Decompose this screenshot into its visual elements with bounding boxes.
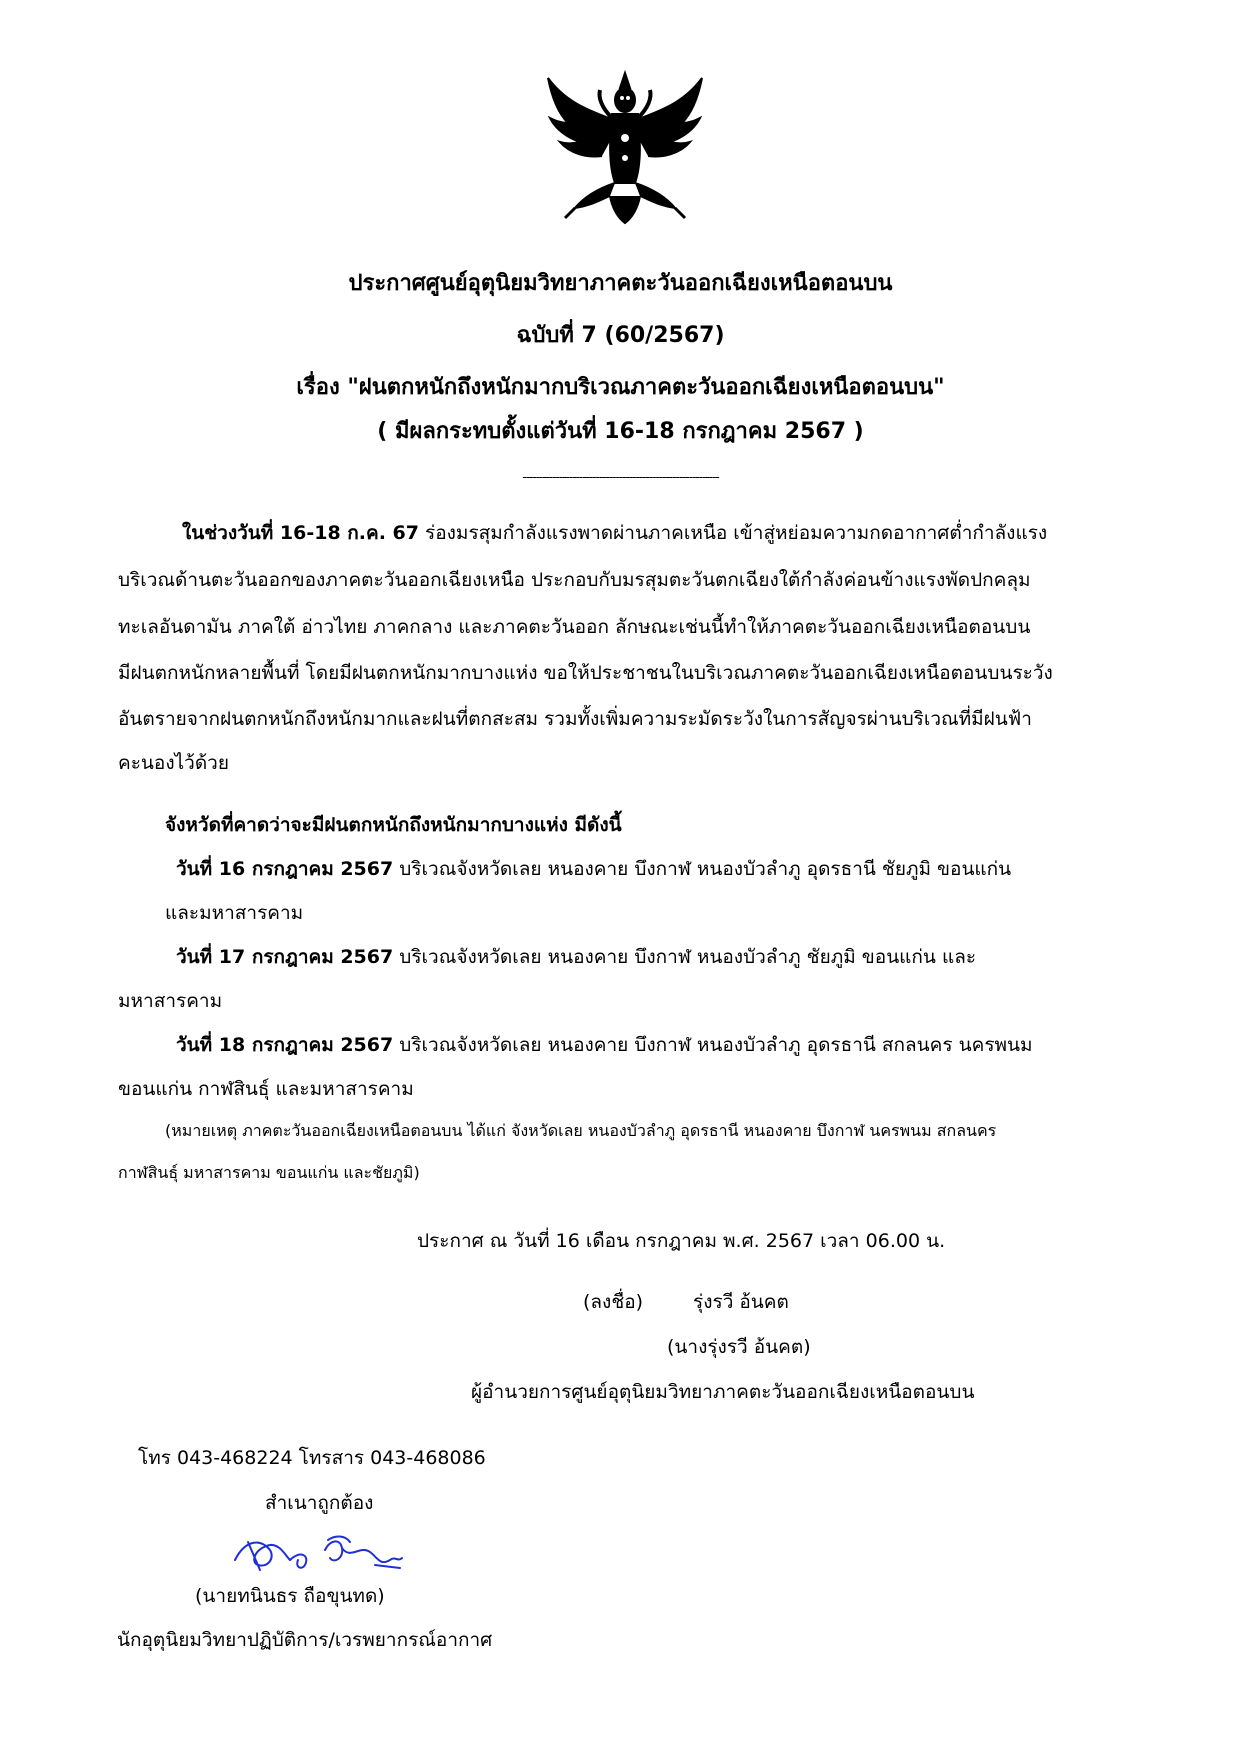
certifier-title: นักอุตุนิยมวิทยาปฏิบัติการ/เวรพยากรณ์อากาศ [117, 1629, 493, 1651]
day-label: วันที่ 16 กรกฎาคม 2567 [176, 858, 394, 880]
subject-line: เรื่อง "ฝนตกหนักถึงหนักมากบริเวณภาคตะวันออกเฉียงเหนือตอนบน" [296, 375, 945, 400]
paragraph-text: ร่องมรสุมกำลังแรงพาดผ่านภาคเหนือ เข้าสู่หย่อมความกดอากาศต่ำกำลังแรง [419, 522, 1048, 544]
day-entry [176, 1032, 1033, 1058]
day-label: วันที่ 17 กรกฎาคม 2567 [176, 946, 394, 968]
signer-title: ผู้อำนวยการศูนย์อุตุนิยมวิทยาภาคตะวันออกเฉียงเหนือตอนบน [471, 1381, 975, 1403]
day-provinces: บริเวณจังหวัดเลย หนองคาย บึงกาฬ หนองบัวลำภู อุดรธานี สกลนคร นครพนม [393, 1034, 1033, 1056]
day-entry [176, 944, 976, 970]
garuda-emblem-icon [540, 68, 710, 228]
note-text: (หมายเหตุ ภาคตะวันออกเฉียงเหนือตอนบน ได้แก่ จังหวัดเลย หนองบัวลำภู อุดรธานี หนองคาย บึงกาฬ นครพนม สกลนคร [165, 1121, 997, 1140]
paragraph-line [182, 520, 1047, 546]
edition-number: ฉบับที่ 7 (60/2567) [516, 323, 725, 348]
day-provinces-cont: และมหาสารคาม [165, 902, 304, 924]
certified-copy-label: สำเนาถูกต้อง [265, 1492, 374, 1514]
day-provinces: บริเวณจังหวัดเลย หนองคาย บึงกาฬ หนองบัวลำภู ชัยภูมิ ขอนแก่น และ [393, 946, 977, 968]
effective-dates: ( มีผลกระทบตั้งแต่วันที่ 16-18 กรกฎาคม 2567 ) [377, 419, 864, 444]
announcement-title: ประกาศศูนย์อุตุนิยมวิทยาภาคตะวันออกเฉียงเหนือตอนบน [348, 271, 893, 296]
note-text: กาฬสินธุ์ มหาสารคาม ขอนแก่น และชัยภูมิ) [118, 1163, 420, 1182]
provinces-heading: จังหวัดที่คาดว่าจะมีฝนตกหนักถึงหนักมากบางแห่ง มีดังนี้ [165, 814, 622, 836]
day-provinces-cont: มหาสารคาม [118, 990, 223, 1012]
announcement-date: ประกาศ ณ วันที่ 16 เดือน กรกฎาคม พ.ศ. 2567 เวลา 06.00 น. [417, 1230, 946, 1252]
paragraph-line: อันตรายจากฝนตกหนักถึงหนักมากและฝนที่ตกสะสม รวมทั้งเพิ่มความระมัดระวังในการสัญจรผ่านบริเวณที่มีฝนฟ้า [118, 708, 1032, 730]
paragraph-line: มีฝนตกหนักหลายพื้นที่ โดยมีฝนตกหนักมากบางแห่ง ขอให้ประชาชนในบริเวณภาคตะวันออกเฉียงเหนือตอนบนระวัง [118, 662, 1053, 684]
day-provinces-cont: ขอนแก่น กาฬสินธุ์ และมหาสารคาม [118, 1078, 414, 1100]
signed-label: (ลงชื่อ) [583, 1291, 644, 1313]
period-lead: ในช่วงวันที่ 16-18 ก.ค. 67 [182, 522, 419, 544]
certifier-name: (นายทนินธร ถือขุนทด) [195, 1585, 385, 1607]
day-entry [176, 856, 1011, 882]
paragraph-line: คะนองไว้ด้วย [118, 752, 229, 774]
day-provinces: บริเวณจังหวัดเลย หนองคาย บึงกาฬ หนองบัวลำภู อุดรธานี ชัยภูมิ ขอนแก่น [393, 858, 1012, 880]
paragraph-line: ทะเลอันดามัน ภาคใต้ อ่าวไทย ภาคกลาง และภาคตะวันออก ลักษณะเช่นนี้ทำให้ภาคตะวันออกเฉียงเหนือตอนบน [118, 616, 1031, 638]
title-separator: ----------------------------------------------------------- [522, 470, 719, 484]
contact-numbers: โทร 043-468224 โทรสาร 043-468086 [138, 1447, 486, 1469]
handwritten-signature-icon [230, 1530, 410, 1580]
paragraph-line: บริเวณด้านตะวันออกของภาคตะวันออกเฉียงเหนือ ประกอบกับมรสุมตะวันตกเฉียงใต้กำลังค่อนข้างแรงพัดปกคลุม [118, 569, 1031, 591]
day-label: วันที่ 18 กรกฎาคม 2567 [176, 1034, 394, 1056]
signer-name: รุ่งรวี อ้นคต [693, 1291, 789, 1313]
signer-full-name: (นางรุ่งรวี อ้นคต) [667, 1336, 811, 1358]
